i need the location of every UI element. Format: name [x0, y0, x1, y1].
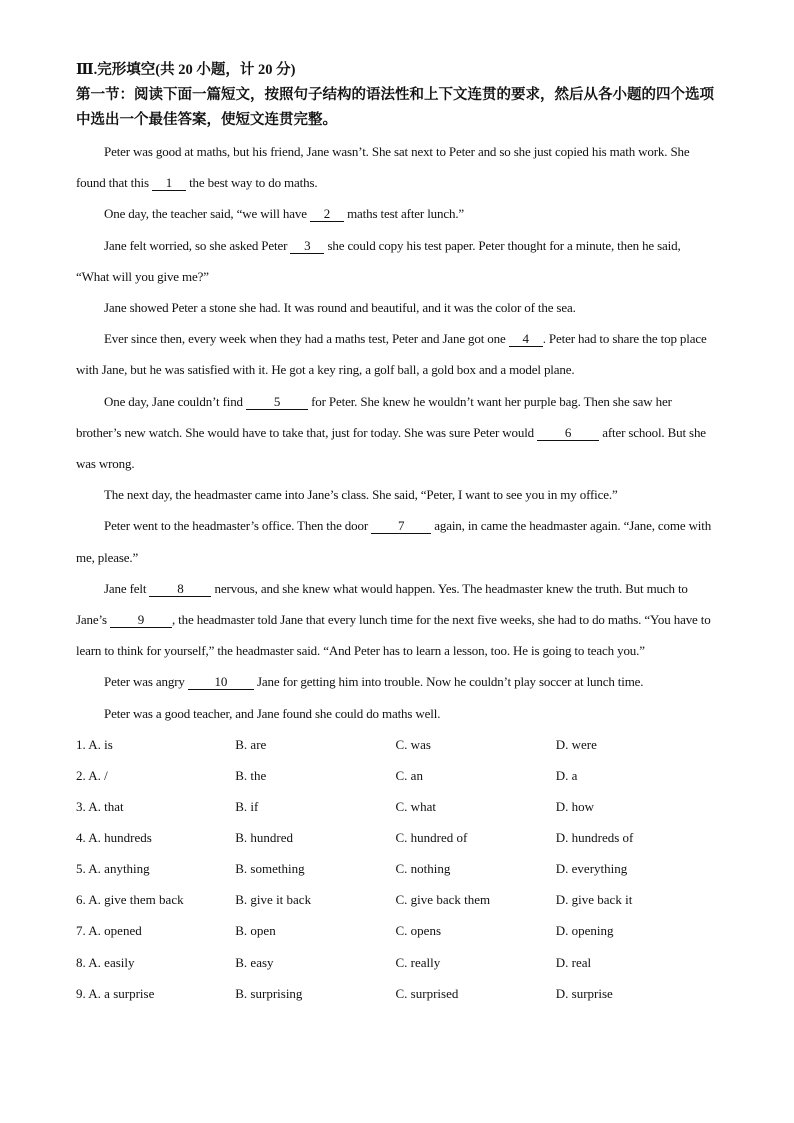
- option-b: B. hundred: [235, 830, 294, 846]
- paragraph-text: again, in came the headmaster again. “Jane, come with me, please.”: [76, 518, 712, 565]
- option-d: D. a: [555, 767, 578, 783]
- blank-9: 9: [110, 612, 172, 628]
- option-a: 6. A. give them back: [76, 892, 184, 908]
- paragraph-text: , the headmaster told Jane that every lunch time for the next five weeks, she had to do maths. “You have to learn to think for yourself,” the headmaster said. “And Peter has to learn a lesson, too. He is going to teach you.”: [76, 612, 711, 659]
- option-c: C. hundred of: [395, 830, 468, 846]
- option-row-7: [76, 915, 716, 946]
- option-b: B. easy: [235, 954, 274, 970]
- option-a: 1. A. is: [76, 736, 113, 752]
- instruction: 第一节：阅读下面一篇短文，按照句子结构的语法性和上下文连贯的要求，然后从各小题的四个选项中选出一个最佳答案，使短文连贯完整。: [76, 87, 714, 128]
- paragraph-10: [76, 666, 716, 697]
- paragraph-text: for Peter. She knew he wouldn’t want her purple bag. Then she saw her brother’s new watch. She would have to take that, just for today. She was sure Peter would: [76, 393, 672, 440]
- worksheet-page: [76, 56, 716, 1009]
- option-row-9: [76, 978, 716, 1009]
- paragraph-1: [76, 136, 716, 198]
- paragraph-text: Peter went to the headmaster’s office. Then the door: [104, 518, 372, 534]
- option-a: 2. A. /: [76, 767, 108, 783]
- option-c: C. surprised: [395, 985, 459, 1001]
- option-d: D. hundreds of: [555, 830, 634, 846]
- option-c: C. what: [395, 799, 436, 815]
- paragraph-text: nervous, and she knew what would happen. Yes. The headmaster knew the truth. But much to Jane’s: [76, 580, 688, 628]
- option-c: C. opens: [395, 923, 442, 939]
- paragraph-text: after school. But she was wrong.: [76, 424, 706, 472]
- blank-1: 1: [152, 175, 186, 191]
- paragraph-9: [76, 573, 716, 667]
- option-row-8: [76, 947, 716, 978]
- passage: [76, 136, 716, 729]
- option-d: D. surprise: [555, 985, 613, 1001]
- paragraph-text: she could copy his test paper. Peter thought for a minute, then he said, “What will you give me?”: [76, 237, 681, 284]
- paragraph-3: [76, 230, 716, 292]
- option-b: B. if: [235, 799, 259, 815]
- option-row-6: [76, 884, 716, 915]
- option-b: B. surprising: [235, 985, 303, 1001]
- option-a: 5. A. anything: [76, 861, 150, 877]
- paragraph-text: Peter was angry: [104, 674, 188, 690]
- paragraph-11: Peter was a good teacher, and Jane found she could do maths well.: [104, 705, 441, 721]
- option-c: C. really: [395, 954, 441, 970]
- option-d: D. everything: [555, 861, 628, 877]
- paragraph-text: Ever since then, every week when they had a maths test, Peter and Jane got one: [104, 331, 509, 347]
- option-b: B. are: [235, 736, 267, 752]
- option-b: B. open: [235, 923, 276, 939]
- paragraph-text: . Peter had to share the top place with Jane, but he was satisfied with it. He got a key ring, a golf ball, a gold box and a model plane.: [76, 331, 707, 378]
- blank-5: 5: [246, 394, 308, 410]
- option-a: 4. A. hundreds: [76, 830, 152, 846]
- blank-6: 6: [537, 425, 599, 441]
- paragraph-text: Jane felt worried, so she asked Peter: [104, 237, 291, 253]
- option-b: B. give it back: [235, 892, 312, 908]
- option-row-1: [76, 729, 716, 760]
- option-c: C. give back them: [395, 892, 491, 908]
- option-c: C. nothing: [395, 861, 451, 877]
- option-b: B. the: [235, 767, 267, 783]
- blank-7: 7: [371, 518, 431, 534]
- paragraph-text: the best way to do maths.: [185, 175, 318, 191]
- paragraph-2: [76, 198, 716, 229]
- blank-8: 8: [149, 581, 211, 597]
- option-a: 8. A. easily: [76, 954, 135, 970]
- option-d: D. how: [555, 799, 595, 815]
- option-c: C. was: [395, 736, 431, 752]
- paragraph-text: maths test after lunch.”: [343, 206, 465, 222]
- option-d: D. give back it: [555, 892, 633, 908]
- blank-10: 10: [188, 674, 254, 690]
- option-a: 9. A. a surprise: [76, 985, 155, 1001]
- paragraph-8: [76, 510, 716, 572]
- blank-4: 4: [509, 331, 543, 347]
- option-d: D. real: [555, 954, 592, 970]
- option-c: C. an: [395, 767, 423, 783]
- option-a: 3. A. that: [76, 799, 124, 815]
- option-d: D. were: [555, 736, 597, 752]
- paragraph-text: Jane for getting him into trouble. Now he couldn’t play soccer at lunch time.: [253, 674, 644, 690]
- blank-3: 3: [290, 238, 324, 254]
- paragraph-7: The next day, the headmaster came into Jane’s class. She said, “Peter, I want to see you in my office.”: [104, 487, 618, 503]
- paragraph-6: [76, 386, 716, 480]
- option-row-5: [76, 853, 716, 884]
- blank-2: 2: [310, 206, 344, 222]
- paragraph-text: Jane felt: [104, 580, 150, 596]
- option-d: D. opening: [555, 923, 614, 939]
- option-b: B. something: [235, 861, 305, 877]
- paragraph-text: One day, the teacher said, “we will have: [104, 206, 310, 222]
- option-row-2: [76, 760, 716, 791]
- paragraph-text: Peter was good at maths, but his friend, Jane wasn’t. She sat next to Peter and so she just copied his math work. She found that this: [76, 144, 690, 191]
- section-title: Ⅲ.完形填空(共 20 小题，计 20 分): [76, 62, 296, 78]
- paragraph-4: Jane showed Peter a stone she had. It was round and beautiful, and it was the color of the sea.: [104, 300, 576, 316]
- answer-options: [76, 729, 716, 1009]
- option-a: 7. A. opened: [76, 923, 142, 939]
- option-row-4: [76, 822, 716, 853]
- paragraph-5: [76, 323, 716, 385]
- paragraph-text: One day, Jane couldn’t find: [104, 393, 247, 409]
- option-row-3: [76, 791, 716, 822]
